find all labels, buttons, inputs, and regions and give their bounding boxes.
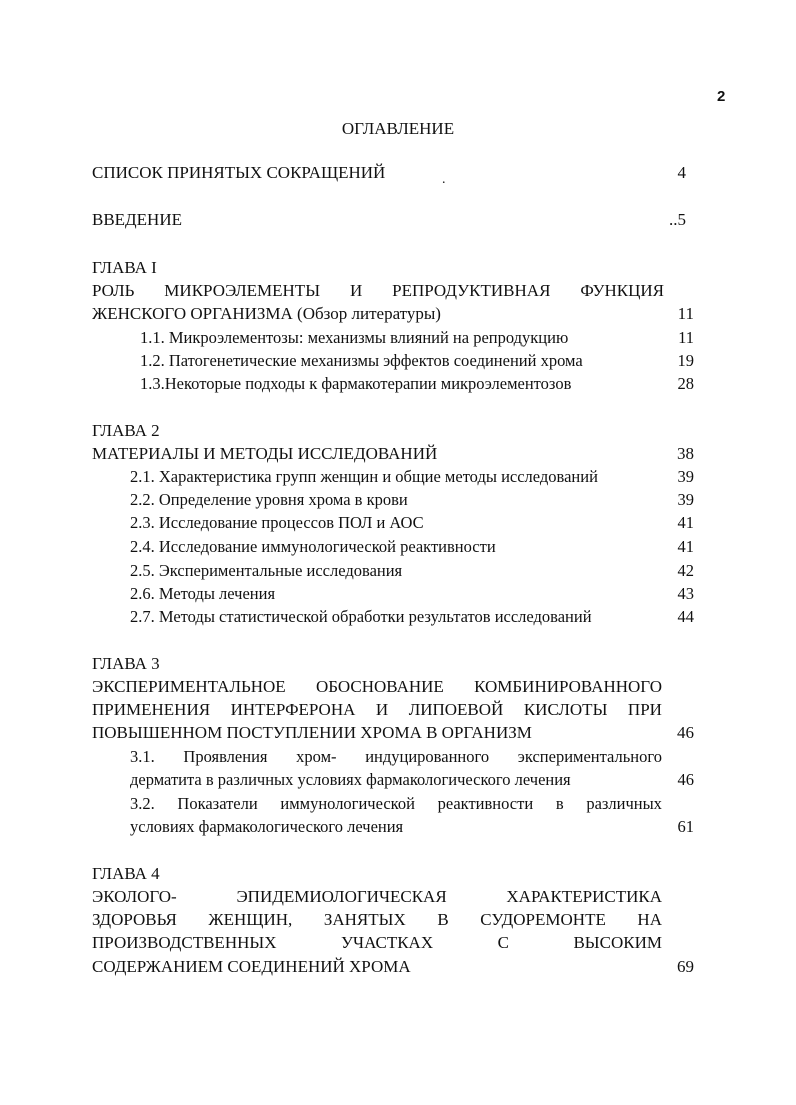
toc-section: 1.2. Патогенетические механизмы эффектов соединений хрома 19: [140, 351, 694, 370]
toc-section-line: условиях фармакологического лечения 61: [130, 817, 694, 836]
toc-section-line: дерматита в различных условиях фармакологического лечения 46: [130, 770, 694, 789]
toc-section: 2.2. Определение уровня хрома в крови 39: [130, 490, 694, 509]
chapter-title-line: СОДЕРЖАНИЕМ СОЕДИНЕНИЙ ХРОМА 69: [92, 957, 694, 976]
entry-label: ВВЕДЕНИЕ: [92, 210, 182, 229]
toc-section: 2.7. Методы статистической обработки результатов исследований 44: [130, 607, 694, 626]
toc-entry-abbreviations: [0, 162, 796, 184]
entry-label: СПИСОК ПРИНЯТЫХ СОКРАЩЕНИЙ: [92, 163, 386, 182]
chapter-title: МАТЕРИАЛЫ И МЕТОДЫ ИССЛЕДОВАНИЙ 38: [92, 444, 694, 463]
toc-section: 2.4. Исследование иммунологической реактивности 41: [130, 537, 694, 556]
entry-page: 4: [677, 163, 686, 182]
entry-page: 11: [677, 304, 694, 323]
toc-section: 1.3.Некоторые подходы к фармакотерапии микроэлементозов 28: [140, 374, 694, 393]
toc-section: 2.6. Методы лечения 43: [130, 584, 694, 603]
toc-section: 2.5. Экспериментальные исследования 42: [130, 561, 694, 580]
justified-line: РОЛЬ МИКРОЭЛЕМЕНТЫ И РЕПРОДУКТИВНАЯ ФУНКЦИЯ: [92, 281, 664, 300]
toc-title: ОГЛАВЛЕНИЕ: [341, 119, 455, 138]
toc-section: 1.1. Микроэлементозы: механизмы влияний на репродукцию 11: [140, 328, 694, 347]
toc-entry-introduction: [0, 209, 796, 231]
entry-page: ..5: [669, 210, 686, 229]
stray-mark: .: [442, 172, 446, 187]
document-page: 2 ОГЛАВЛЕНИЕ . СПИСОК ПРИНЯТЫХ СОКРАЩЕНИЙ 4 ВВЕДЕНИЕ ..5 ГЛАВА I РОЛЬ МИКРОЭЛЕМЕНТЫ И РЕПРОДУКТИВНАЯ ФУНКЦИЯ ЖЕНСКОГО ОРГАНИЗМА (Обзор литературы) 11 1.1. Микроэлементозы: механизмы влияний на репродукцию 11 1.2. Патогенетические механизмы эффектов соединений хрома 19 1.3.Некоторые подходы к фармакотерапии микроэлементозов 28 ГЛАВА 2 МАТЕРИАЛЫ И МЕТОДЫ ИССЛЕДОВАНИЙ 38 2.1. Характеристика групп женщин и общие методы исследований 39 2.2. Определение уровня хрома в крови 39 2.3. Исследование процессов ПОЛ и АОС 41 2.4. Исследование иммунологической реактивности 41 2.5. Экспериментальные исследования 42 2.6. Методы лечения 43 2.7. Методы статистической обработки результатов исследований 44 ГЛАВА 3 ЭКСПЕРИМЕНТАЛЬНОЕ ОБОСНОВАНИЕ КОМБИНИРОВАННОГО ПРИМЕНЕНИЯ ИНТЕРФЕРОНА И ЛИПОЕВОЙ КИСЛОТЫ ПРИ ПОВЫШЕННОМ ПОСТУПЛЕНИИ ХРОМА В ОРГАНИЗМ 46 3.1. Проявления хром- индуцированного экспериментального дерматита в различных условиях фармакологического лечения 46 3.2. Показатели иммунологической реактивности в различных условиях фармакологического лечения 61 ГЛАВА 4 ЭКОЛОГО- ЭПИДЕМИОЛОГИЧЕСКАЯ ХАРАКТЕРИСТИКА ЗДОРОВЬЯ ЖЕНЩИН, ЗАНЯТЫХ В СУДОРЕМОНТЕ НА ПРОИЗВОДСТВЕННЫХ УЧАСТКАХ С ВЫСОКИМ СОДЕРЖАНИЕМ СОЕДИНЕНИЙ ХРОМА 69: [0, 0, 796, 1105]
toc-section: 2.1. Характеристика групп женщин и общие методы исследований 39: [130, 467, 694, 486]
toc-section: 2.3. Исследование процессов ПОЛ и АОС 41: [130, 513, 694, 532]
chapter-title-line: ПОВЫШЕННОМ ПОСТУПЛЕНИИ ХРОМА В ОРГАНИЗМ 46: [92, 723, 694, 742]
page-number: 2: [717, 88, 726, 105]
chapter-title-line: ЖЕНСКОГО ОРГАНИЗМА (Обзор литературы) 11: [92, 304, 694, 323]
